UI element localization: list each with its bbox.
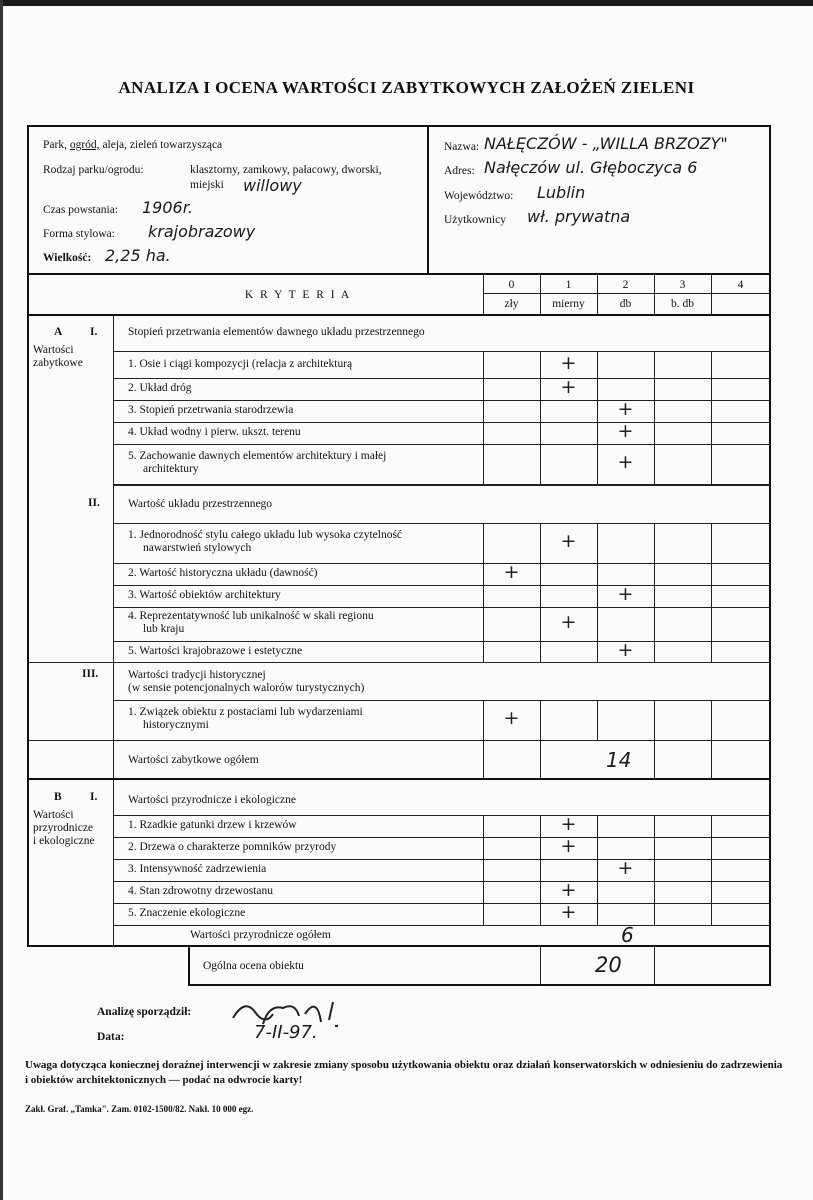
total-a-col-line-0: [483, 740, 484, 778]
row-i-5-label-2: architektury: [143, 463, 199, 475]
row-iii-col-line-2: [597, 700, 598, 740]
row-iii-col-line-3: [654, 700, 655, 740]
row-ii-2-label: 2. Wartość historyczna układu (dawność): [128, 567, 318, 579]
czas-handwritten: 1906r.: [142, 198, 193, 217]
score-label-2: db: [619, 298, 632, 310]
score-label-3: b. db: [671, 298, 694, 310]
row-iii-1-mark: +: [503, 707, 520, 729]
row-i-col-line-3: [654, 351, 655, 484]
data-label: Data:: [97, 1031, 125, 1043]
row-b-2-label: 2. Drzewa o charakterze pomników przyrody: [128, 841, 337, 853]
section-b-top-line: [28, 778, 770, 780]
row-b-col-line-4: [711, 815, 712, 925]
czas-label: Czas powstania:: [43, 204, 119, 216]
page-title: ANALIZA I OCENA WARTOŚCI ZABYTKOWYCH ZAŁOŻEŃ ZIELENI: [118, 78, 695, 97]
row-i-2-mark: +: [560, 376, 577, 398]
row-iii-1-label-2: historycznymi: [143, 719, 209, 731]
row-b-3-mark: +: [617, 857, 634, 879]
row-ii-4-line: [113, 641, 770, 642]
row-ii-5-line: [113, 662, 770, 663]
woj-label: Województwo:: [444, 190, 514, 202]
row-i-2-label: 2. Układ dróg: [128, 382, 192, 394]
row-b-5-mark: +: [560, 901, 577, 923]
roman-ii: II.: [88, 497, 100, 509]
park-selected: ogród,: [69, 139, 100, 151]
heading-iii-2: (w sensie potencjonalnych walorów turystycznych): [128, 682, 365, 694]
score-2: 2: [622, 279, 629, 291]
park-type-line: [43, 139, 222, 152]
row-i-1-line: [113, 378, 770, 379]
row-b-1-label: 1. Rzadkie gatunki drzew i krzewów: [128, 819, 297, 831]
heading-ii-line: [113, 523, 770, 524]
heading-b: Wartości przyrodnicze i ekologiczne: [128, 794, 296, 806]
section-b-roman: I.: [90, 791, 98, 803]
heading-b-line: [113, 815, 770, 816]
row-b-3-label: 3. Intensywność zadrzewienia: [128, 863, 267, 875]
row-ii-1-mark: +: [560, 530, 577, 552]
scan-edge: [0, 0, 813, 6]
row-i-5-label: 5. Zachowanie dawnych elementów architektury i małej: [128, 450, 387, 462]
forma-handwritten: krajobrazowy: [148, 222, 256, 241]
score-col-line-4: [711, 274, 712, 314]
uzyt-handwritten: wł. prywatna: [527, 207, 631, 226]
wielkosc-label: Wielkość:: [43, 252, 92, 264]
row-i-4-mark: +: [617, 420, 634, 442]
score-header-mid: [483, 293, 770, 294]
row-i-3-mark: +: [617, 398, 634, 420]
row-i-col-line-0: [483, 351, 484, 484]
uzyt-label: Użytkownicy: [444, 214, 506, 226]
row-iii-col-line-4: [711, 700, 712, 740]
row-i-5-line: [113, 484, 770, 485]
nazwa-label: Nazwa:: [444, 141, 480, 153]
park-rest: aleja, zieleń towarzysząca: [102, 139, 223, 151]
adres-label: Adres:: [444, 165, 475, 177]
score-col-line-2: [597, 274, 598, 314]
total-a-handwritten: 14: [606, 748, 632, 772]
score-col-line-1: [540, 274, 541, 314]
row-ii-1-label: 1. Jednorodność stylu całego układu lub wysoka czytelność: [128, 529, 403, 541]
row-i-5-mark: +: [617, 451, 634, 473]
heading-i-line: [113, 351, 770, 352]
row-b-col-line-0: [483, 815, 484, 925]
nazwa-handwritten: NAŁĘCZÓW - „WILLA BRZOZY": [484, 134, 728, 153]
total-a-col-line-1: [540, 740, 541, 778]
row-ii-5-label: 5. Wartości krajobrazowe i estetyczne: [128, 644, 303, 657]
total-a-label: Wartości zabytkowe ogółem: [128, 754, 259, 766]
data-handwritten: 7-II-97.: [254, 1022, 318, 1043]
score-3: 3: [679, 279, 686, 291]
row-ii-4-mark: +: [560, 611, 577, 633]
heading-ii-top-line: [113, 485, 770, 486]
row-i-3-line: [113, 422, 770, 423]
heading-i: Stopień przetrwania elementów dawnego układu przestrzennego: [128, 326, 425, 338]
row-b-1-line: [113, 837, 770, 838]
header-divider: [427, 126, 429, 274]
overall-handwritten: 20: [595, 953, 622, 977]
score-0: 0: [508, 279, 515, 291]
overall-box-divider-2: [654, 946, 655, 985]
row-b-col-line-3: [654, 815, 655, 925]
row-b-4-label: 4. Stan zdrowotny drzewostanu: [128, 885, 273, 897]
row-i-4-label: 4. Układ wodny i pierw. ukszt. terenu: [128, 426, 301, 438]
row-ii-1-line: [113, 563, 770, 564]
row-i-2-line: [113, 400, 770, 401]
overall-box-divider: [540, 946, 541, 985]
row-ii-4-label-2: lub kraju: [143, 623, 185, 635]
row-iii-1-line: [113, 740, 770, 741]
row-ii-3-line: [113, 607, 770, 608]
row-ii-3-mark: +: [617, 583, 634, 605]
row-b-5-line: [113, 925, 770, 926]
score-col-line-0: [483, 274, 484, 314]
row-b-5-label: 5. Znaczenie ekologiczne: [128, 907, 246, 919]
row-i-1-label: 1. Osie i ciągi kompozycji (relacja z architekturą: [128, 357, 353, 370]
scan-edge-left: [0, 0, 3, 1200]
heading-ii: Wartość układu przestrzennego: [128, 498, 273, 510]
forma-label: Forma stylowa:: [43, 228, 115, 240]
row-ii-4-label: 4. Reprezentatywność lub unikalność w skali regionu: [128, 610, 374, 622]
wielkosc-handwritten: 2,25 ha.: [105, 246, 171, 265]
section-b-name: Wartości przyrodnicze i ekologiczne: [33, 809, 95, 847]
kryteria-header: K R Y T E R I A: [244, 289, 352, 301]
score-label-0: zły: [504, 298, 519, 310]
score-4: 4: [737, 279, 744, 291]
section-a-letter: A: [54, 326, 63, 338]
total-b-label: Wartości przyrodnicze ogółem: [190, 929, 331, 941]
row-ii-1-label-2: nawarstwień stylowych: [143, 542, 252, 554]
row-iii-col-line-1: [540, 700, 541, 740]
score-header-bottom: [28, 314, 770, 316]
print-info: Zakł. Graf. „Tamka". Zam. 0102-1500/82. Nakł. 10 000 egz.: [25, 1104, 254, 1114]
score-1: 1: [565, 279, 572, 291]
row-ii-2-mark: +: [503, 561, 520, 583]
section-a-name: Wartości zabytkowe: [33, 344, 83, 369]
row-i-4-line: [113, 444, 770, 445]
section-a-roman: I.: [90, 326, 98, 338]
row-b-2-line: [113, 859, 770, 860]
row-b-4-mark: +: [560, 879, 577, 901]
row-i-1-mark: +: [560, 351, 577, 374]
row-b-2-mark: +: [560, 835, 577, 857]
score-label-1: mierny: [552, 298, 585, 310]
total-a-col-line-3: [654, 740, 655, 778]
header-bottom-line: [28, 273, 770, 275]
row-ii-5-mark: +: [617, 638, 634, 661]
row-ii-2-line: [113, 585, 770, 586]
uwaga-note: Uwaga dotycząca koniecznej doraźnej interwencji w zakresie zmiany sposobu użytkowania obiektu oraz działań konserwatorskich w odniesieniu do zadrzewienia i obiektów architektonicznych — podać na odwrocie karty!: [25, 1059, 783, 1086]
row-b-4-line: [113, 903, 770, 904]
row-iii-1-label: 1. Związek obiektu z postaciami lub wydarzeniami: [128, 706, 363, 718]
roman-iii: III.: [82, 668, 99, 680]
rodzaj-options: klasztorny, zamkowy, pałacowy, dworski,: [190, 164, 382, 176]
total-a-col-line-4: [711, 740, 712, 778]
total-b-handwritten: 6: [621, 923, 634, 947]
row-i-col-line-4: [711, 351, 712, 484]
heading-iii-1: Wartości tradycji historycznej: [128, 669, 266, 681]
adres-handwritten: Nałęczów ul. Głęboczyca 6: [484, 158, 698, 177]
analize-label: Analizę sporządził:: [97, 1006, 192, 1018]
overall-label: Ogólna ocena obiektu: [203, 960, 304, 972]
row-b-1-mark: +: [560, 813, 577, 835]
row-b-3-line: [113, 881, 770, 882]
woj-handwritten: Lublin: [537, 183, 586, 202]
criteria-column-line: [113, 314, 114, 946]
park-label: Park,: [43, 139, 67, 151]
row-i-3-label: 3. Stopień przetrwania starodrzewia: [128, 404, 294, 416]
rodzaj-options-2: miejski: [190, 179, 224, 191]
rodzaj-handwritten: willowy: [243, 176, 302, 195]
score-col-line-3: [654, 274, 655, 314]
row-ii-3-label: 3. Wartość obiektów architektury: [128, 589, 281, 601]
rodzaj-label: Rodzaj parku/ogrodu:: [43, 164, 144, 176]
heading-iii-line: [113, 700, 770, 701]
section-b-letter: B: [54, 791, 62, 803]
